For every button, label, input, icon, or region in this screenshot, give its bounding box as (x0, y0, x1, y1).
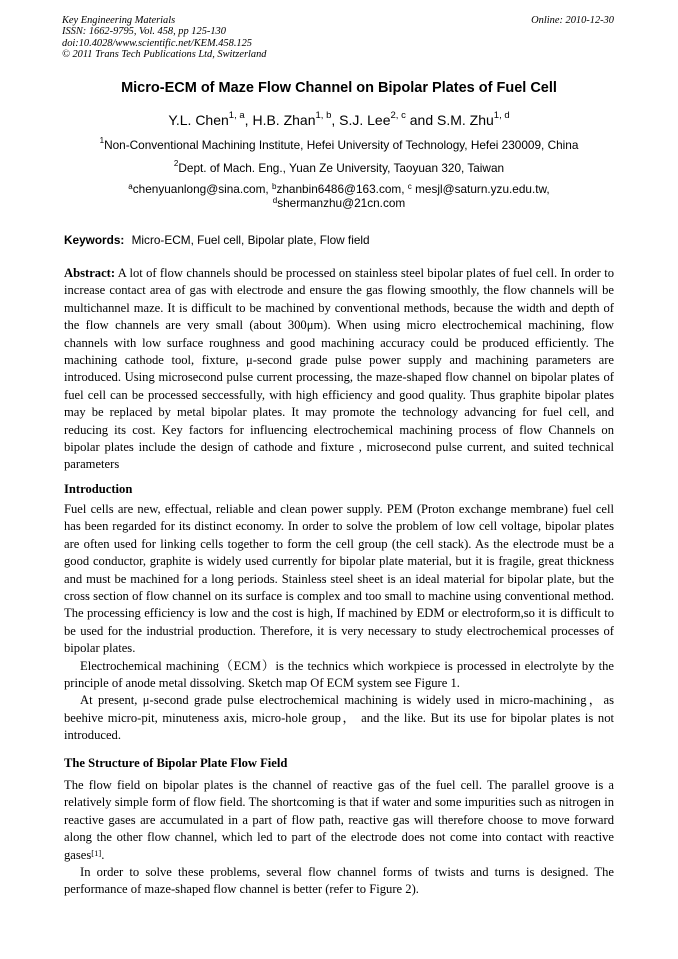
journal-header (62, 15, 266, 60)
issn-line: ISSN: 1662-9795, Vol. 458, pp 125-130 (62, 26, 226, 38)
email-sup: d (272, 196, 278, 205)
author-name: H.B. Zhan (252, 112, 316, 128)
paragraph: At present, μ-second grade pulse electrochemical machining is widely used in micro-machining，as beehive micro-pit, minuteness axis, micro-hole group， and the like. But its use for bipolar plates is not introduced. (64, 693, 614, 743)
keywords-label: Keywords: (64, 233, 125, 247)
section-heading-introduction: Introduction (64, 482, 133, 496)
author-name: S.M. Zhu (437, 112, 494, 128)
paragraph-text: The flow field on bipolar plates is the channel of reactive gas of the fuel cell. The parallel groove is a relatively simple form of flow field. The shortcoming is that if water and some impurities such as nitrogen in reactive gases are accumulated in a part of flow path, reactive gas will therefore choose to move forward along the other flow channel, which led to part of the electrode does not come into contact with reactive gases (64, 778, 614, 862)
paragraph-end: . (101, 847, 105, 862)
copyright-line: © 2011 Trans Tech Publications Ltd, Switzerland (62, 48, 267, 60)
author-sup: 1, d (493, 110, 510, 121)
email-address[interactable]: zhanbin6486@163.com, (276, 182, 408, 196)
author-name: Y.L. Chen (168, 112, 229, 128)
keywords (64, 233, 370, 247)
email-address[interactable]: shermanzhu@21cn.com (277, 196, 406, 210)
author-name: S.J. Lee (339, 112, 391, 128)
email-line-2 (0, 196, 678, 210)
author-separator: and (405, 112, 437, 128)
affiliation-text: Non-Conventional Machining Institute, Hefei University of Technology, Hefei 230009, China (104, 138, 579, 152)
online-date: Online: 2010-12-30 (531, 15, 614, 26)
affiliation-1 (0, 138, 678, 152)
keywords-text: Micro-ECM, Fuel cell, Bipolar plate, Flow field (131, 233, 370, 247)
affiliation-2 (0, 161, 678, 175)
journal-name: Key Engineering Materials (62, 15, 176, 26)
author-list (0, 112, 678, 128)
affiliation-sup: 2 (173, 159, 179, 168)
introduction-body (64, 501, 614, 745)
email-sup: c (407, 182, 412, 191)
paragraph: Electrochemical machining（ECM）is the technics which workpiece is processed in electrolyte by the principle of anode metal dissolving. Sketch map Of ECM system see Figure 1. (64, 658, 614, 691)
email-sup: b (271, 182, 277, 191)
author-sup: 1, a (228, 110, 245, 121)
paragraph: Fuel cells are new, effectual, reliable and clean power supply. PEM (Proton exchange membrane) fuel cell has been regarded for its distinct economy. In order to solve the problem of low cell voltage, bipolar plates are often used for linking cells together to form the cell group (the cell stack). As the electrode must be a good conductor, graphite is widely used currently for bipolar plate material, but it is fragile, great thickness and must be machined for a long periods. Stainless steel sheet is an ideal material for bipolar plate, but the cross section of flow channel on its surface is complex and too small to machine using conventional method. The processing efficiency is low and the cost is high, If machined by EDM or electroform,so it is difficult to be used for the industrial production. Therefore, it is very necessary to study electrochemical processes of bipolar plates. (64, 502, 614, 656)
citation-ref[interactable]: [1] (91, 847, 102, 858)
abstract-label: Abstract: (64, 266, 116, 280)
email-sup: a (128, 182, 133, 191)
paper-title: Micro-ECM of Maze Flow Channel on Bipolar Plates of Fuel Cell (121, 80, 557, 96)
abstract-text: A lot of flow channels should be processed on stainless steel bipolar plates of fuel cell. In order to increase contact area of gas with electrode and ensure the gas flowing smoothly, the flow channels will be multichannel maze. It is difficult to be machined by conventional methods, because the width and depth of the flow channels are very small (about 300μm). When using micro electrochemical machining, flow channels with low surface roughness and good machining accuracy could be produced efficiently. The machining cathode tool, fixture, μ-second grade pulse power supply and machining parameters are introduced. Using microsecond pulse current processing, the maze-shaped flow channel on bipolar plates of fuel cell can be processed seccessfully, with high efficiency and good quality. Thus graphite bipolar plates may be replaced by metal bipolar plates. It may promote the technology advancing for fuel cell, and reducing its cost. Key factors for influencing electrochemical machining process of flow Channels on bipolar plates include the design of cathode and fixture , microsecond pulse current, and suited technical parameters (64, 266, 614, 472)
email-address[interactable]: chenyuanlong@sina.com, (132, 182, 272, 196)
author-separator: , (331, 112, 340, 128)
author-separator: , (244, 112, 253, 128)
affiliation-sup: 1 (99, 136, 105, 145)
abstract (64, 265, 614, 474)
email-address[interactable]: mesjl@saturn.yzu.edu.tw, (411, 182, 550, 196)
email-line-1 (0, 182, 678, 196)
doi-line: doi:10.4028/www.scientific.net/KEM.458.125 (62, 37, 252, 49)
affiliation-text: Dept. of Mach. Eng., Yuan Ze University, Taoyuan 320, Taiwan (178, 161, 505, 175)
structure-body (64, 777, 614, 899)
author-sup: 1, b (315, 110, 332, 121)
author-sup: 2, c (390, 110, 406, 121)
section-heading-structure: The Structure of Bipolar Plate Flow Field (64, 756, 288, 770)
paragraph (64, 777, 614, 864)
paragraph: In order to solve these problems, several flow channel forms of twists and turns is designed. The performance of maze-shaped flow channel is better (refer to Figure 2). (64, 865, 614, 897)
